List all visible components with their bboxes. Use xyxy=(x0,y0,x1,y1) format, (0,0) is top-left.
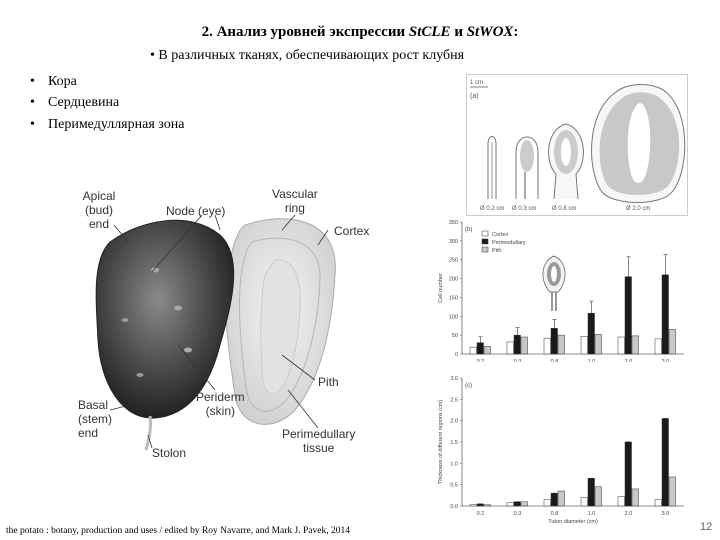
eye-mark xyxy=(174,306,182,311)
label-node-eye: Node (eye) xyxy=(166,204,226,218)
eye-mark xyxy=(137,373,144,377)
whole-tuber xyxy=(96,220,234,418)
x-tick-label: 0.3 xyxy=(513,511,522,517)
bar-perimedullary-0.2 xyxy=(477,504,484,506)
eye-mark xyxy=(184,348,192,353)
y-tick-label: 50 xyxy=(451,333,458,340)
y-tick-label: 100 xyxy=(448,314,458,321)
bar-pith-3.0 xyxy=(669,329,676,354)
bar-cortex-0.3 xyxy=(507,503,514,506)
bullet-item: • Кора xyxy=(30,74,77,89)
bar-pith-0.2 xyxy=(484,346,491,354)
x-tick-label: 0.2 xyxy=(476,511,485,517)
y-tick-label: 1.5 xyxy=(450,440,458,446)
bar-cortex-0.8 xyxy=(544,338,551,354)
bar-cortex-1.0 xyxy=(581,497,588,506)
x-tick-label: 3.0 xyxy=(661,359,670,362)
bar-perimedullary-0.2 xyxy=(477,343,484,354)
y-axis-label: Thickness of different regions (cm) xyxy=(438,399,444,485)
bar-pith-0.8 xyxy=(558,335,565,354)
bullet-item: • Перимедуллярная зона xyxy=(30,117,185,132)
legend-label: Pith xyxy=(492,248,502,254)
bar-pith-2.0 xyxy=(632,336,639,354)
y-tick-label: 250 xyxy=(448,257,458,264)
y-tick-label: 200 xyxy=(448,276,458,283)
diameter-label: Ø 0.8 cm xyxy=(552,206,577,212)
stage-2-0 xyxy=(592,85,685,203)
bar-cortex-2.0 xyxy=(618,497,625,506)
x-tick-label: 0.3 xyxy=(513,359,522,362)
panel-tag: (c) xyxy=(465,383,472,389)
y-tick-label: 300 xyxy=(448,238,458,245)
x-tick-label: 0.8 xyxy=(550,511,559,517)
bar-cortex-3.0 xyxy=(655,339,662,354)
bar-perimedullary-0.8 xyxy=(551,493,558,506)
eye-mark xyxy=(122,318,129,322)
label-stolon: Stolon xyxy=(152,446,187,460)
bullet-item: • Сердцевина xyxy=(30,95,120,110)
slide-subtitle: • В различных тканях, обеспечивающих рост клубня xyxy=(150,48,465,63)
x-tick-label: 0.8 xyxy=(550,359,559,362)
x-tick-label: 0.2 xyxy=(476,359,485,362)
diameter-label: Ø 0.2 cm xyxy=(480,206,505,212)
bar-cortex-0.3 xyxy=(507,342,514,354)
bar-pith-2.0 xyxy=(632,489,639,506)
x-tick-label: 1.0 xyxy=(587,359,596,362)
bar-perimedullary-3.0 xyxy=(662,419,669,506)
legend-label: Cortex xyxy=(492,232,509,238)
bar-pith-0.3 xyxy=(521,337,528,354)
bar-perimedullary-2.0 xyxy=(625,442,632,506)
y-tick-label: 2.0 xyxy=(450,418,458,425)
legend-swatch xyxy=(482,239,488,244)
y-tick-label: 150 xyxy=(448,295,458,302)
bar-perimedullary-0.3 xyxy=(514,335,521,354)
bar-cortex-1.0 xyxy=(581,336,588,354)
label-periderm: Periderm (skin) xyxy=(196,390,245,418)
y-tick-label: 0.5 xyxy=(450,482,458,489)
label-basal-end: Basal (stem) end xyxy=(78,398,112,440)
bar-perimedullary-2.0 xyxy=(625,277,632,354)
chart-cell-number xyxy=(432,216,690,362)
diameter-label: Ø 0.3 cm xyxy=(512,206,537,212)
x-axis-label: Tuber diameter (cm) xyxy=(548,519,598,525)
panel-a-tag: (a) xyxy=(470,93,479,100)
diameter-label: Ø 2.0 cm xyxy=(626,206,651,212)
x-tick-label: 3.0 xyxy=(661,511,670,517)
bar-pith-0.3 xyxy=(521,502,528,506)
panel-tag: (b) xyxy=(465,227,473,233)
bar-cortex-0.8 xyxy=(544,500,551,506)
label-perimedullary-tissue: Perimedullary tissue xyxy=(282,427,356,455)
bar-perimedullary-1.0 xyxy=(588,478,595,506)
y-tick-label: 350 xyxy=(448,220,458,226)
label-apical-end: Apical (bud) end xyxy=(82,189,116,231)
bar-cortex-0.2 xyxy=(470,505,477,506)
bar-perimedullary-1.0 xyxy=(588,313,595,354)
chart-thickness xyxy=(432,372,690,528)
label-pith: Pith xyxy=(318,375,339,389)
slide-title: 2. Анализ уровней экспрессии StCLE и StWOX: xyxy=(201,24,519,40)
y-tick-label: 3.0 xyxy=(450,376,458,382)
tuber-illustration xyxy=(70,180,430,480)
bar-pith-0.2 xyxy=(484,505,491,506)
y-axis-label: Cell number xyxy=(438,273,444,303)
bar-cortex-3.0 xyxy=(655,500,662,506)
legend-label: Perimedullary xyxy=(492,240,526,246)
bar-cortex-2.0 xyxy=(618,337,625,354)
panel-a-stages xyxy=(466,74,688,216)
bar-cortex-0.2 xyxy=(470,347,477,354)
y-tick-label: 0.0 xyxy=(450,504,458,510)
x-tick-label: 2.0 xyxy=(624,511,633,517)
panel-a-scale: 1 cm xyxy=(470,80,484,86)
x-tick-label: 1.0 xyxy=(587,511,596,517)
legend-swatch xyxy=(482,231,488,236)
bar-pith-0.8 xyxy=(558,491,565,506)
bar-perimedullary-0.3 xyxy=(514,502,521,506)
bar-pith-1.0 xyxy=(595,487,602,506)
bar-perimedullary-0.8 xyxy=(551,328,558,354)
label-cortex: Cortex xyxy=(334,224,370,238)
bar-perimedullary-3.0 xyxy=(662,275,669,354)
y-tick-label: 0 xyxy=(454,352,458,358)
legend-swatch xyxy=(482,247,488,252)
inset-tuber-sketch xyxy=(543,256,565,311)
page-number: 12 xyxy=(700,521,713,533)
stolon xyxy=(146,416,151,450)
citation: the potato : botany, production and uses / edited by Roy Navarre, and Mark J. Pavek, 2014 xyxy=(6,526,350,536)
x-tick-label: 2.0 xyxy=(624,359,633,362)
label-vascular-ring: Vascular ring xyxy=(272,187,318,215)
bar-pith-1.0 xyxy=(595,334,602,354)
bar-pith-3.0 xyxy=(669,477,676,506)
y-tick-label: 2.5 xyxy=(450,397,458,404)
y-tick-label: 1.0 xyxy=(450,461,458,468)
